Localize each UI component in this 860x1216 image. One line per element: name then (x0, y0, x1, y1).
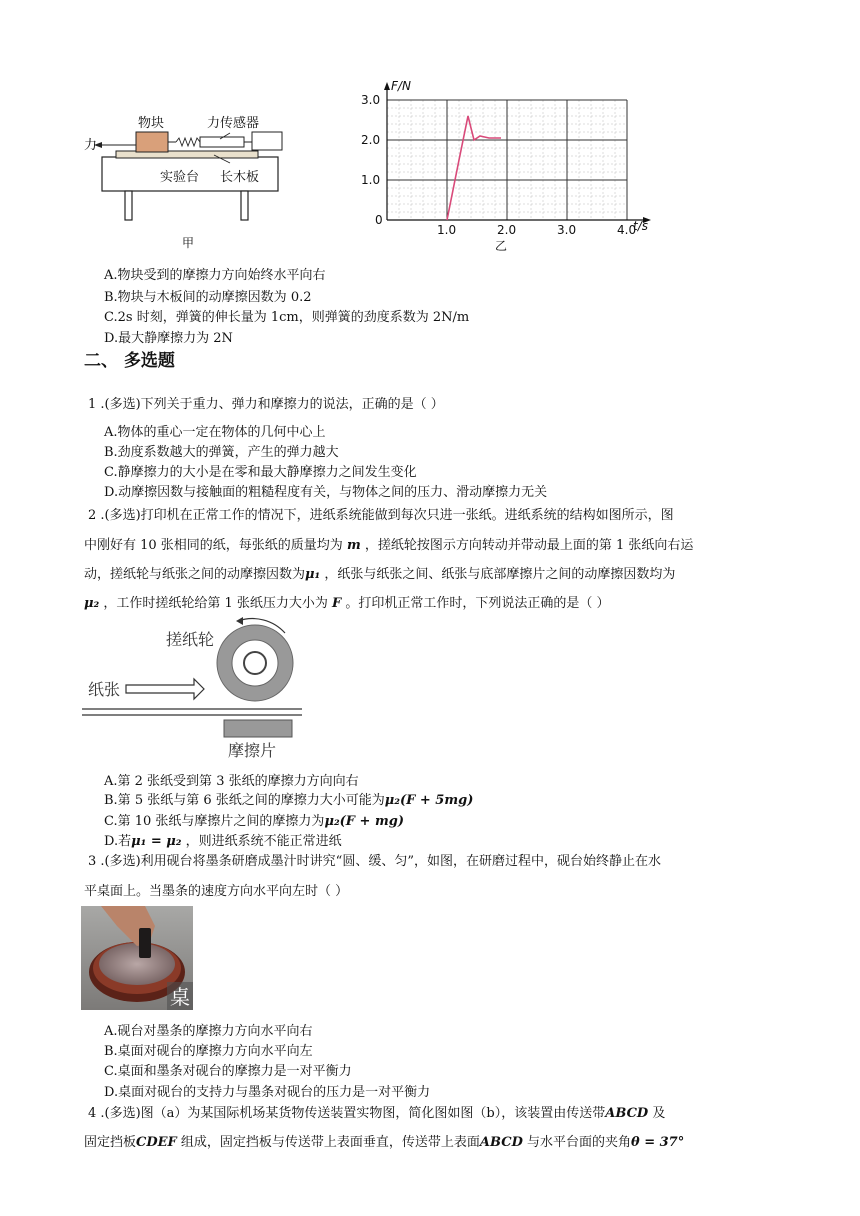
prev-option-d: D.最大静摩擦力为 2N (104, 331, 233, 346)
force-curve (447, 116, 501, 220)
q3-option-b: B.桌面对砚台的摩擦力方向水平向左 (104, 1044, 313, 1059)
q2-option-c: C.第 10 张纸与摩擦片之间的摩擦力为μ₂(F + mg) (104, 814, 404, 829)
q3-option-a: A.砚台对墨条的摩擦力方向水平向右 (104, 1024, 313, 1039)
q4-line-1: 4 .(多选)图（a）为某国际机场某货物传送装置实物图，简化图如图（b），该装置由传送带ABCD 及 (88, 1106, 666, 1121)
x-tick-label: 1.0 (437, 223, 457, 237)
x-tick-label: 3.0 (557, 223, 577, 237)
q2-option-b: B.第 5 张纸与第 6 张纸之间的摩擦力大小可能为μ₂(F + 5mg) (104, 793, 474, 808)
ink-stick (139, 928, 151, 958)
label-paper: 纸张 (88, 680, 121, 699)
label-block: 物块 (138, 116, 165, 131)
label-force: 力 (84, 138, 98, 153)
y-tick-label: 2.0 (361, 133, 381, 147)
paper-feed-figure (80, 615, 310, 765)
q2-line-2: 中刚好有 10 张相同的纸，每张纸的质量均为 m ，搓纸轮按图示方向转动并带动最上面的第 1 张纸向右运 (84, 538, 694, 553)
figure-jia (80, 105, 290, 255)
label-board: 长木板 (220, 170, 260, 185)
q2-option-d: D.若μ₁ = μ₂ ，则进纸系统不能正常进纸 (104, 834, 342, 849)
prev-option-c: C.2s 时刻，弹簧的伸长量为 1cm，则弹簧的劲度系数为 2N/m (104, 310, 470, 325)
label-wheel: 搓纸轮 (166, 630, 215, 649)
x-tick-label: 2.0 (497, 223, 517, 237)
sensor-box (252, 132, 282, 150)
q3-line-2: 平桌面上。当墨条的速度方向水平向左时（ ） (84, 884, 349, 899)
table-leg-left (125, 191, 132, 220)
y-tick-label: 3.0 (361, 93, 381, 107)
prev-option-a: A.物块受到的摩擦力方向始终水平向右 (104, 268, 326, 283)
block (136, 132, 168, 152)
caption-jia: 甲 (182, 236, 195, 250)
q1-stem: 1 .(多选)下列关于重力、弹力和摩擦力的说法，正确的是（ ） (88, 397, 444, 412)
friction-pad (224, 720, 292, 737)
y-axis-arrow-icon (384, 82, 390, 90)
q3-option-d: D.桌面对砚台的支持力与墨条对砚台的压力是一对平衡力 (104, 1085, 431, 1100)
y-tick-label: 0 (375, 213, 383, 227)
q2-line-1: 2 .(多选)打印机在正常工作的情况下，进纸系统能做到每次只进一张纸。进纸系统的结构如图所示，图 (88, 508, 674, 523)
force-time-chart (355, 78, 665, 256)
q2-line-3: 动，搓纸轮与纸张之间的动摩擦因数为μ₁ ，纸张与纸张之间、纸张与底部摩擦片之间的动摩擦因数均为 (84, 567, 676, 582)
prev-option-b: B.物块与木板间的动摩擦因数为 0.2 (104, 290, 312, 305)
inkstone-surface (99, 943, 175, 985)
q1-option-d: D.动摩擦因数与接触面的粗糙程度有关，与物体之间的压力、滑动摩擦力无关 (104, 485, 548, 500)
section-title: 二、 多选题 (84, 351, 175, 371)
q1-option-c: C.静摩擦力的大小是在零和最大静摩擦力之间发生变化 (104, 465, 417, 480)
paper-direction-arrow-icon (126, 679, 204, 699)
inkstone-photo (81, 906, 193, 1010)
photo-label-desk: 桌 (170, 985, 190, 1009)
q1-option-b: B.劲度系数越大的弹簧，产生的弹力越大 (104, 445, 339, 460)
x-tick-label: 4.0 (617, 223, 637, 237)
table-leg-right (241, 191, 248, 220)
label-pad: 摩擦片 (228, 741, 277, 760)
q2-option-a: A.第 2 张纸受到第 3 张纸的摩擦力方向向右 (104, 774, 359, 789)
x-axis-label: t/s (633, 219, 648, 233)
caption-yi: 乙 (495, 239, 508, 253)
q3-option-c: C.桌面和墨条对砚台的摩擦力是一对平衡力 (104, 1064, 352, 1079)
y-axis-label: F/N (391, 79, 411, 93)
y-tick-label: 1.0 (361, 173, 381, 187)
force-sensor (200, 137, 244, 147)
q3-line-1: 3 .(多选)利用砚台将墨条研磨成墨汁时讲究“圆、缓、匀”，如图，在研磨过程中，砚台始终静止在水 (88, 854, 661, 869)
q1-option-a: A.物体的重心一定在物体的几何中心上 (104, 425, 326, 440)
q2-line-4: μ₂ ，工作时搓纸轮给第 1 张纸压力大小为 F 。打印机正常工作时，下列说法正确的是（ ） (84, 596, 610, 611)
label-sensor: 力传感器 (207, 116, 260, 131)
label-table: 实验台 (160, 170, 200, 185)
q4-line-2: 固定挡板CDEF 组成，固定挡板与传送带上表面垂直，传送带上表面ABCD 与水平台面的夹角θ = 37° (84, 1135, 685, 1150)
